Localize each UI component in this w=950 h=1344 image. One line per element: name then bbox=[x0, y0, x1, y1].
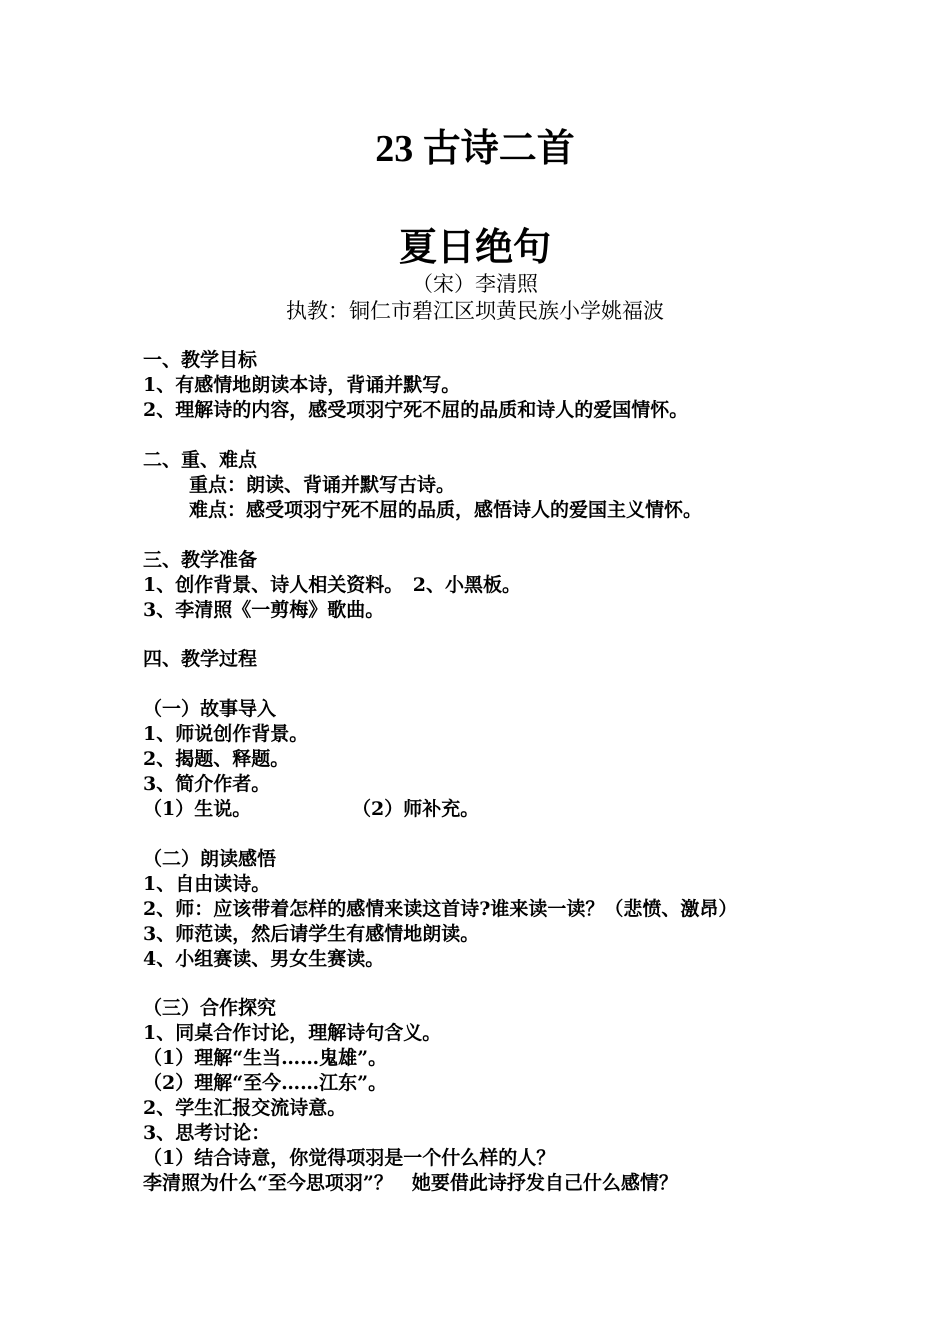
process-item: （2）理解“至今……江东”。 bbox=[143, 1072, 388, 1094]
process-item: 4、小组赛读、男女生赛读。 bbox=[143, 948, 385, 970]
process-item: 李清照为什么“至今思项羽”？ 她要借此诗抒发自己什么感情？ bbox=[143, 1172, 678, 1194]
part-heading-inquiry: （三）合作探究 bbox=[143, 997, 277, 1019]
process-item: 2、揭题、释题。 bbox=[143, 748, 290, 770]
process-item: 1、自由读诗。 bbox=[143, 873, 271, 895]
sub-item-student: （1）生说。 bbox=[143, 798, 252, 820]
part-heading-reading: （二）朗读感悟 bbox=[143, 848, 277, 870]
main-title: 23 古诗二首 bbox=[375, 128, 575, 170]
process-item: 3、简介作者。 bbox=[143, 773, 271, 795]
preparation-item: 3、李清照《一剪梅》歌曲。 bbox=[143, 599, 385, 621]
section-heading-process: 四、教学过程 bbox=[143, 648, 258, 670]
teacher-line: 执教：铜仁市碧江区坝黄民族小学姚福波 bbox=[286, 299, 664, 323]
process-item: （1）理解“生当……鬼雄”。 bbox=[143, 1047, 388, 1069]
process-item: 1、师说创作背景。 bbox=[143, 723, 309, 745]
difficult-point: 难点：感受项羽宁死不屈的品质，感悟诗人的爱国主义情怀。 bbox=[189, 499, 703, 521]
section-heading-keypoints: 二、重、难点 bbox=[143, 449, 258, 471]
process-item: 2、学生汇报交流诗意。 bbox=[143, 1097, 347, 1119]
process-item: 3、思考讨论： bbox=[143, 1122, 271, 1144]
poem-title: 夏日绝句 bbox=[398, 224, 551, 269]
part-heading-intro: （一）故事导入 bbox=[143, 698, 277, 720]
process-item: 2、师：应该带着怎样的感情来读这首诗?谁来读一读？（悲愤、激昂） bbox=[143, 898, 738, 920]
section-heading-preparation: 三、教学准备 bbox=[143, 549, 258, 571]
preparation-item: 1、创作背景、诗人相关资料。 2、小黑板。 bbox=[143, 574, 521, 596]
process-item: 1、同桌合作讨论，理解诗句含义。 bbox=[143, 1022, 442, 1044]
section-heading-objectives: 一、教学目标 bbox=[143, 349, 258, 371]
process-item: （1）结合诗意，你觉得项羽是一个什么样的人？ bbox=[143, 1147, 556, 1169]
sub-item-teacher: （2）师补充。 bbox=[352, 798, 480, 820]
objective-item: 1、有感情地朗读本诗，背诵并默写。 bbox=[143, 374, 461, 396]
key-point: 重点：朗读、背诵并默写古诗。 bbox=[189, 474, 456, 496]
poem-author: （宋）李清照 bbox=[412, 272, 538, 296]
process-item: 3、师范读，然后请学生有感情地朗读。 bbox=[143, 923, 480, 945]
objective-item: 2、理解诗的内容，感受项羽宁死不屈的品质和诗人的爱国情怀。 bbox=[143, 399, 689, 421]
